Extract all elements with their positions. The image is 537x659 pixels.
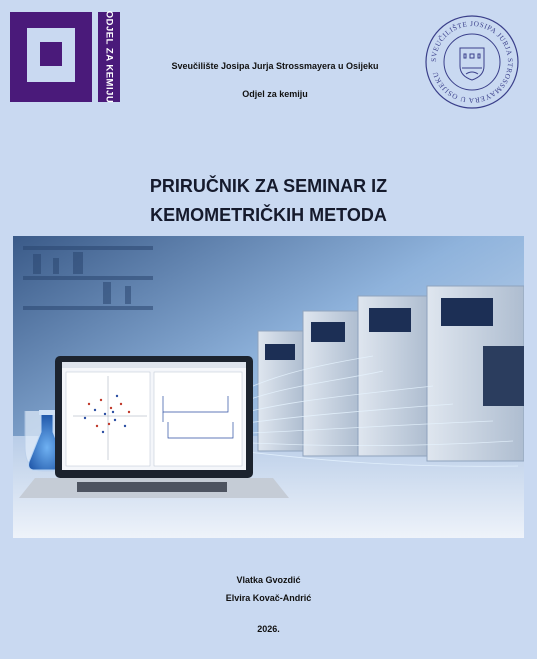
seal-shield-icon bbox=[460, 48, 484, 80]
university-seal bbox=[418, 14, 526, 110]
logo-notch bbox=[55, 28, 75, 42]
cover-illustration bbox=[13, 236, 524, 538]
laptop bbox=[19, 356, 289, 498]
publication-year: 2026. bbox=[257, 624, 280, 634]
logo-square-core bbox=[40, 42, 62, 66]
university-name: Sveučilište Josipa Jurja Strossmayera u Osijeku bbox=[171, 61, 379, 71]
logo-vertical-text: ODJEL ZA KEMIJU bbox=[103, 10, 115, 104]
seal-ring-text: SVEUČILIŠTE JOSIPA JURJA STROSSMAYERA U OSIJEKU bbox=[429, 19, 515, 105]
svg-text:SVEUČILIŠTE JOSIPA JURJA STROS bbox=[430, 20, 514, 104]
author-name: Elvira Kovač-Andrić bbox=[225, 593, 312, 603]
title-line-2: KEMOMETRIČKIH METODA bbox=[150, 205, 387, 225]
department-logo bbox=[10, 10, 115, 104]
title-line-1: PRIRUČNIK ZA SEMINAR IZ bbox=[149, 176, 388, 196]
author-name: Vlatka Gvozdić bbox=[236, 575, 301, 585]
department-name: Odjel za kemiju bbox=[242, 89, 308, 99]
